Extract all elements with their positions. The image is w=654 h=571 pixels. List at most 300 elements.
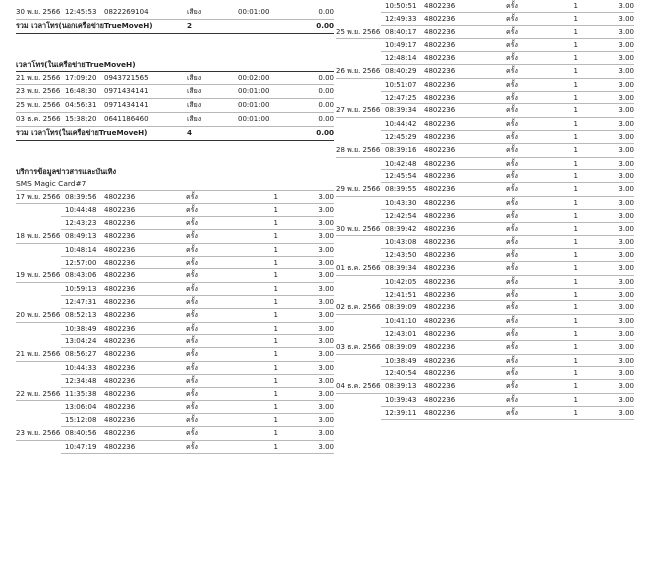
sms-unit: ครั้ง	[506, 80, 518, 89]
sms-unit: ครั้ง	[506, 408, 518, 417]
sms-amount: 3.00	[618, 408, 634, 417]
sms-time: 10:47:19	[65, 442, 97, 451]
sms-row	[336, 92, 634, 105]
sms-number: 4802236	[424, 159, 456, 168]
sms-unit: ครั้ง	[506, 159, 518, 168]
sms-time: 08:49:13	[65, 231, 97, 240]
sms-amount: 3.00	[618, 159, 634, 168]
sms-number: 4802236	[104, 297, 136, 306]
row-rule	[381, 419, 634, 420]
sms-quantity: 1	[273, 297, 278, 306]
sms-quantity: 1	[573, 159, 578, 168]
sms-row	[16, 244, 334, 257]
sms-number: 4802236	[104, 206, 136, 215]
sms-number: 4802236	[424, 172, 456, 181]
sms-row	[16, 230, 334, 244]
total-inside-network-row	[16, 127, 334, 141]
call-number: 0943721565	[104, 73, 149, 82]
sms-row	[16, 191, 334, 205]
sms-amount: 3.00	[618, 2, 634, 10]
sms-row	[336, 367, 634, 380]
sms-unit: ครั้ง	[506, 41, 518, 50]
sms-quantity: 1	[273, 192, 278, 201]
sms-quantity: 1	[273, 337, 278, 346]
sms-unit: ครั้ง	[186, 297, 198, 306]
sms-amount: 3.00	[618, 27, 634, 36]
sms-date: 21 พ.ย. 2566	[16, 350, 61, 359]
call-duration: 00:01:00	[238, 101, 270, 110]
sms-time: 12:42:54	[385, 211, 417, 220]
sms-amount: 3.00	[618, 356, 634, 365]
call-time: 15:38:20	[65, 114, 97, 123]
sms-row	[16, 388, 334, 402]
sms-row	[336, 197, 634, 210]
sms-amount: 3.00	[318, 442, 334, 451]
sms-amount: 3.00	[618, 317, 634, 326]
sms-amount: 3.00	[318, 231, 334, 240]
sms-row	[336, 170, 634, 183]
sms-unit: ครั้ง	[506, 66, 518, 75]
sms-unit: ครั้ง	[506, 27, 518, 36]
sms-time: 15:12:08	[65, 416, 97, 425]
service-section-title: บริการข้อมูลข่าวสารและบันเทิง	[16, 166, 117, 176]
sms-number: 4802236	[424, 277, 456, 286]
sms-unit: ครั้ง	[506, 329, 518, 338]
sms-number: 4802236	[104, 271, 136, 280]
sms-amount: 3.00	[318, 324, 334, 333]
sms-number: 4802236	[104, 389, 136, 398]
sms-table-right	[336, 0, 634, 420]
call-duration: 00:01:00	[238, 87, 270, 96]
sms-row	[336, 328, 634, 341]
sms-number: 4802236	[104, 376, 136, 385]
sms-row	[16, 414, 334, 427]
sms-amount: 3.00	[318, 403, 334, 412]
sms-time: 08:39:42	[385, 224, 417, 233]
sms-unit: ครั้ง	[506, 120, 518, 129]
sms-unit: ครั้ง	[506, 93, 518, 102]
sms-number: 4802236	[424, 66, 456, 75]
sms-number: 4802236	[104, 428, 136, 437]
sms-quantity: 1	[573, 66, 578, 75]
sms-row	[336, 26, 634, 40]
sms-quantity: 1	[573, 277, 578, 286]
sms-number: 4802236	[424, 120, 456, 129]
sms-quantity: 1	[273, 245, 278, 254]
sms-quantity: 1	[573, 120, 578, 129]
sms-time: 10:49:17	[385, 41, 417, 50]
sms-row	[336, 289, 634, 302]
sms-time: 13:06:04	[65, 403, 97, 412]
sms-amount: 3.00	[318, 389, 334, 398]
sms-unit: ครั้ง	[186, 363, 198, 372]
call-amount: 0.00	[318, 8, 334, 16]
sms-row	[336, 262, 634, 276]
sms-number: 4802236	[424, 41, 456, 50]
sms-unit: ครั้ง	[186, 376, 198, 385]
sms-amount: 3.00	[618, 132, 634, 141]
sms-row	[336, 341, 634, 355]
sms-amount: 3.00	[318, 192, 334, 201]
sms-number: 4802236	[424, 185, 456, 194]
sms-unit: ครั้ง	[186, 416, 198, 425]
sms-row	[336, 79, 634, 92]
sms-amount: 3.00	[618, 369, 634, 378]
sms-time: 10:59:13	[65, 285, 97, 294]
call-unit: เสียง	[187, 114, 202, 123]
call-row	[16, 113, 334, 127]
sms-unit: ครั้ง	[506, 303, 518, 312]
sms-amount: 3.00	[618, 185, 634, 194]
sms-amount: 3.00	[618, 395, 634, 404]
sms-quantity: 1	[273, 310, 278, 319]
sms-quantity: 1	[273, 389, 278, 398]
sms-unit: ครั้ง	[506, 14, 518, 23]
sms-time: 08:56:27	[65, 350, 97, 359]
sms-number: 4802236	[424, 80, 456, 89]
sms-amount: 3.00	[318, 245, 334, 254]
call-row	[16, 6, 334, 20]
sms-time: 13:04:24	[65, 337, 97, 346]
sms-date: 01 ธ.ค. 2566	[336, 263, 381, 272]
sms-row	[336, 276, 634, 289]
sms-row	[16, 335, 334, 348]
call-date: 03 ธ.ค. 2566	[16, 114, 61, 123]
sms-unit: ครั้ง	[506, 211, 518, 220]
sms-quantity: 1	[573, 198, 578, 207]
sms-number: 4802236	[424, 2, 456, 10]
sms-time: 08:39:56	[65, 192, 97, 201]
sms-quantity: 1	[273, 350, 278, 359]
call-unit: เสียง	[187, 8, 202, 16]
call-amount: 0.00	[318, 101, 334, 110]
sms-number: 4802236	[424, 395, 456, 404]
sms-unit: ครั้ง	[506, 238, 518, 247]
sms-date: 04 ธ.ค. 2566	[336, 382, 381, 391]
sms-row	[16, 375, 334, 388]
sms-quantity: 1	[573, 211, 578, 220]
sms-number: 4802236	[104, 219, 136, 228]
sms-amount: 3.00	[318, 285, 334, 294]
call-table-outside-network	[16, 6, 334, 20]
sms-unit: ครั้ง	[186, 192, 198, 201]
sms-quantity: 1	[573, 238, 578, 247]
sms-number: 4802236	[104, 350, 136, 359]
sms-number: 4802236	[424, 317, 456, 326]
sms-row	[16, 204, 334, 217]
sms-row	[336, 355, 634, 368]
sms-amount: 3.00	[318, 337, 334, 346]
sms-unit: ครั้ง	[506, 145, 518, 154]
sms-amount: 3.00	[618, 93, 634, 102]
sms-time: 08:39:34	[385, 106, 417, 115]
sms-unit: ครั้ง	[186, 231, 198, 240]
sms-time: 12:34:48	[65, 376, 97, 385]
sms-unit: ครั้ง	[506, 263, 518, 272]
sms-time: 12:43:23	[65, 219, 97, 228]
sms-quantity: 1	[273, 271, 278, 280]
sms-time: 08:43:06	[65, 271, 97, 280]
sms-quantity: 1	[573, 172, 578, 181]
sms-date: 22 พ.ย. 2566	[16, 389, 61, 398]
sms-date: 23 พ.ย. 2566	[16, 428, 61, 437]
sms-amount: 3.00	[618, 251, 634, 260]
sms-time: 10:39:43	[385, 395, 417, 404]
sms-date: 17 พ.ย. 2566	[16, 192, 61, 201]
sms-time: 08:40:56	[65, 428, 97, 437]
sms-number: 4802236	[424, 329, 456, 338]
sms-unit: ครั้ง	[506, 369, 518, 378]
sms-number: 4802236	[424, 54, 456, 63]
sms-unit: ครั้ง	[506, 106, 518, 115]
sms-quantity: 1	[573, 369, 578, 378]
sms-row	[16, 323, 334, 336]
call-date: 30 พ.ย. 2566	[16, 8, 61, 16]
sms-quantity: 1	[573, 395, 578, 404]
sms-quantity: 1	[573, 263, 578, 272]
sms-number: 4802236	[424, 132, 456, 141]
sms-quantity: 1	[273, 219, 278, 228]
sms-number: 4802236	[424, 27, 456, 36]
call-number: 0971434141	[104, 101, 149, 110]
sms-time: 08:52:13	[65, 310, 97, 319]
sms-amount: 3.00	[618, 277, 634, 286]
sms-row	[16, 309, 334, 323]
sms-number: 4802236	[424, 408, 456, 417]
sms-quantity: 1	[273, 324, 278, 333]
sms-number: 4802236	[424, 145, 456, 154]
total-outside-network-row	[16, 20, 334, 34]
total-amount: 0.00	[316, 20, 334, 30]
sms-row	[336, 158, 634, 171]
sms-amount: 3.00	[618, 329, 634, 338]
service-subtitle: SMS Magic Card#7	[16, 178, 334, 191]
call-unit: เสียง	[187, 87, 202, 96]
sms-time: 10:42:48	[385, 159, 417, 168]
sms-quantity: 1	[573, 106, 578, 115]
sms-time: 12:43:50	[385, 251, 417, 260]
sms-time: 08:39:55	[385, 185, 417, 194]
sms-quantity: 1	[573, 329, 578, 338]
sms-time: 12:49:33	[385, 14, 417, 23]
sms-amount: 3.00	[318, 376, 334, 385]
sms-row	[336, 39, 634, 52]
sms-quantity: 1	[573, 145, 578, 154]
sms-time: 12:45:54	[385, 172, 417, 181]
sms-time: 12:39:11	[385, 408, 417, 417]
sms-time: 10:48:14	[65, 245, 97, 254]
sms-date: 26 พ.ย. 2566	[336, 66, 381, 75]
sms-quantity: 1	[273, 258, 278, 267]
sms-unit: ครั้ง	[506, 395, 518, 404]
sms-quantity: 1	[573, 80, 578, 89]
sms-amount: 3.00	[618, 303, 634, 312]
call-duration: 00:01:00	[238, 8, 270, 16]
sms-time: 08:39:09	[385, 303, 417, 312]
sms-unit: ครั้ง	[186, 389, 198, 398]
statement-right-column	[336, 0, 634, 420]
section-title-inside-network: เวลาโทร(ในเครือข่ายTrueMoveH)	[16, 58, 334, 72]
call-table-inside-network	[16, 72, 334, 127]
total-amount: 0.00	[316, 127, 334, 137]
sms-time: 10:38:49	[385, 356, 417, 365]
sms-unit: ครั้ง	[186, 206, 198, 215]
sms-time: 10:50:51	[385, 2, 417, 10]
sms-amount: 3.00	[318, 219, 334, 228]
sms-unit: ครั้ง	[506, 290, 518, 299]
call-duration: 00:02:00	[238, 73, 270, 82]
sms-amount: 3.00	[618, 382, 634, 391]
sms-time: 10:44:42	[385, 120, 417, 129]
sms-quantity: 1	[273, 428, 278, 437]
sms-unit: ครั้ง	[506, 317, 518, 326]
sms-quantity: 1	[573, 356, 578, 365]
sms-unit: ครั้ง	[506, 172, 518, 181]
sms-quantity: 1	[273, 403, 278, 412]
sms-amount: 3.00	[318, 428, 334, 437]
sms-number: 4802236	[104, 258, 136, 267]
sms-row	[336, 13, 634, 26]
call-number: 0971434141	[104, 87, 149, 96]
sms-amount: 3.00	[618, 80, 634, 89]
sms-row	[16, 283, 334, 296]
sms-time: 12:41:51	[385, 290, 417, 299]
sms-amount: 3.00	[318, 297, 334, 306]
sms-time: 10:43:30	[385, 198, 417, 207]
sms-number: 4802236	[104, 442, 136, 451]
sms-time: 12:47:31	[65, 297, 97, 306]
sms-row	[336, 315, 634, 328]
sms-unit: ครั้ง	[506, 54, 518, 63]
sms-row	[336, 104, 634, 118]
sms-quantity: 1	[573, 27, 578, 36]
sms-number: 4802236	[424, 356, 456, 365]
sms-number: 4802236	[424, 14, 456, 23]
sms-time: 10:43:08	[385, 238, 417, 247]
sms-unit: ครั้ง	[506, 2, 518, 10]
sms-amount: 3.00	[618, 263, 634, 272]
sms-amount: 3.00	[318, 258, 334, 267]
call-row	[16, 99, 334, 113]
sms-time: 08:40:17	[385, 27, 417, 36]
sms-time: 08:40:29	[385, 66, 417, 75]
sms-time: 10:51:07	[385, 80, 417, 89]
sms-quantity: 1	[573, 290, 578, 299]
sms-quantity: 1	[573, 408, 578, 417]
sms-quantity: 1	[573, 224, 578, 233]
sms-number: 4802236	[424, 263, 456, 272]
sms-row	[336, 210, 634, 223]
sms-number: 4802236	[424, 211, 456, 220]
sms-time: 12:57:00	[65, 258, 97, 267]
sms-number: 4802236	[104, 337, 136, 346]
sms-amount: 3.00	[618, 290, 634, 299]
sms-unit: ครั้ง	[186, 442, 198, 451]
row-rule	[61, 453, 334, 454]
sms-quantity: 1	[573, 185, 578, 194]
sms-number: 4802236	[424, 238, 456, 247]
sms-unit: ครั้ง	[506, 224, 518, 233]
sms-row	[336, 52, 634, 65]
sms-number: 4802236	[424, 198, 456, 207]
sms-amount: 3.00	[618, 224, 634, 233]
sms-row	[16, 257, 334, 270]
sms-unit: ครั้ง	[186, 258, 198, 267]
sms-number: 4802236	[104, 231, 136, 240]
sms-unit: ครั้ง	[506, 185, 518, 194]
sms-number: 4802236	[104, 416, 136, 425]
sms-quantity: 1	[273, 206, 278, 215]
sms-time: 08:39:13	[385, 382, 417, 391]
sms-number: 4802236	[424, 106, 456, 115]
sms-number: 4802236	[104, 285, 136, 294]
call-time: 12:45:53	[65, 8, 97, 16]
sms-quantity: 1	[273, 416, 278, 425]
statement-left-column	[16, 0, 334, 454]
sms-amount: 3.00	[618, 54, 634, 63]
sms-row	[336, 0, 634, 13]
sms-quantity: 1	[573, 251, 578, 260]
sms-amount: 3.00	[318, 271, 334, 280]
sms-row	[336, 236, 634, 249]
sms-row	[336, 144, 634, 158]
sms-amount: 3.00	[618, 14, 634, 23]
call-amount: 0.00	[318, 114, 334, 123]
sms-date: 28 พ.ย. 2566	[336, 145, 381, 154]
call-number: 0822269104	[104, 8, 149, 16]
sms-row	[16, 401, 334, 414]
sms-time: 10:38:49	[65, 324, 97, 333]
sms-amount: 3.00	[618, 198, 634, 207]
total-label: รวม เวลาโทร(ในเครือข่ายTrueMoveH)	[16, 127, 148, 137]
sms-unit: ครั้ง	[506, 132, 518, 141]
sms-unit: ครั้ง	[186, 324, 198, 333]
sms-quantity: 1	[573, 132, 578, 141]
sms-unit: ครั้ง	[506, 342, 518, 351]
sms-amount: 3.00	[618, 66, 634, 75]
sms-amount: 3.00	[618, 238, 634, 247]
sms-number: 4802236	[424, 224, 456, 233]
sms-number: 4802236	[104, 245, 136, 254]
total-count: 4	[187, 127, 193, 137]
sms-number: 4802236	[104, 363, 136, 372]
sms-quantity: 1	[273, 363, 278, 372]
sms-quantity: 1	[273, 376, 278, 385]
call-unit: เสียง	[187, 101, 202, 110]
sms-row	[16, 362, 334, 375]
sms-date: 29 พ.ย. 2566	[336, 185, 381, 194]
sms-row	[336, 118, 634, 131]
sms-quantity: 1	[273, 442, 278, 451]
sms-time: 10:42:05	[385, 277, 417, 286]
sms-row	[336, 407, 634, 420]
sms-time: 11:35:38	[65, 389, 97, 398]
call-amount: 0.00	[318, 87, 334, 96]
sms-time: 12:40:54	[385, 369, 417, 378]
sms-number: 4802236	[104, 324, 136, 333]
sms-quantity: 1	[573, 54, 578, 63]
call-date: 25 พ.ย. 2566	[16, 101, 61, 110]
sms-row	[336, 131, 634, 144]
sms-unit: ครั้ง	[506, 251, 518, 260]
sms-amount: 3.00	[318, 206, 334, 215]
sms-unit: ครั้ง	[506, 382, 518, 391]
sms-unit: ครั้ง	[186, 337, 198, 346]
call-unit: เสียง	[187, 73, 202, 82]
sms-amount: 3.00	[618, 211, 634, 220]
sms-amount: 3.00	[618, 145, 634, 154]
sms-time: 12:43:01	[385, 329, 417, 338]
